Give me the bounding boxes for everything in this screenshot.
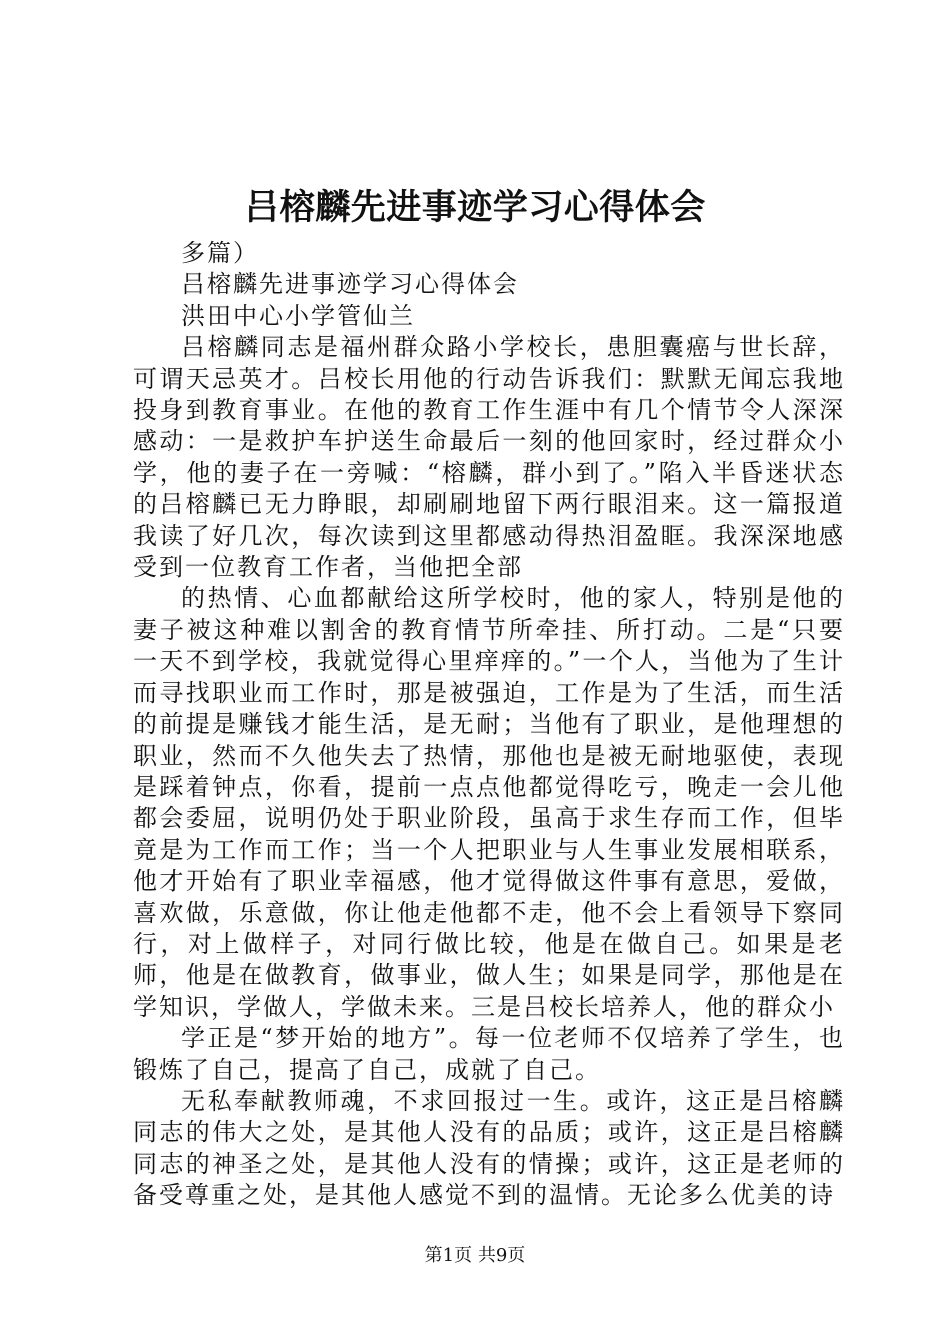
- paragraph-6: 学正是“梦开始的地方”。每一位老师不仅培养了学生，也锻炼了自己，提高了自己，成就了自己。: [133, 1024, 845, 1084]
- paragraph-7: 无私奉献教师魂，不求回报过一生。或许，这正是吕榕麟同志的伟大之处，是其他人没有的品质；或许，这正是吕榕麟同志的神圣之处，是其他人没有的情操；或许，这正是老师的备受尊重之处，是其他人感觉不到的温情。无论多么优美的诗: [133, 1086, 845, 1210]
- document-body: [133, 238, 845, 1212]
- document-title: 吕榕麟先进事迹学习心得体会: [244, 188, 706, 228]
- paragraph-2: 吕榕麟先进事迹学习心得体会: [181, 270, 519, 299]
- paragraph-1: 多篇）: [181, 239, 259, 267]
- paragraph-3: 洪田中心小学管仙兰: [181, 301, 415, 330]
- page-footer: 第1页 共9页: [424, 1245, 526, 1266]
- paragraph-5: 的热情、心血都献给这所学校时，他的家人，特别是他的妻子被这种难以割舍的教育情节所牵挂、所打动。二是“只要一天不到学校，我就觉得心里痒痒的。”一个人，当他为了生计而寻找职业而工作时，那是被强迫，工作是为了生活，而生活的前提是赚钱才能生活，是无耐；当他有了职业，是他理想的职业，然而不久他失去了热情，那他也是被无耐地驱使，表现是踩着钟点，你看，提前一点点他都觉得吃亏，晚走一会儿他都会委屈，说明仍处于职业阶段，虽高于求生存而工作，但毕竟是为工作而工作；当一个人把职业与人生事业发展相联系，他才开始有了职业幸福感，他才觉得做这件事有意思，爱做，喜欢做，乐意做，你让他走他都不走，他不会上看领导下察同行，对上做样子，对同行做比较，他是在做自己。如果是老师，他是在做教育，做事业，做人生；如果是同学，那他是在学知识，学做人，学做未来。三是吕校长培养人，他的群众小: [133, 584, 845, 1021]
- paragraph-4: 吕榕麟同志是福州群众路小学校长，患胆囊癌与世长辞，可谓天忌英才。吕校长用他的行动告诉我们：默默无闻忘我地投身到教育事业。在他的教育工作生涯中有几个情节令人深深感动：一是救护车护送生命最后一刻的他回家时，经过群众小学，他的妻子在一旁喊：“榕麟，群小到了。”陷入半昏迷状态的吕榕麟已无力睁眼，却刷刷地留下两行眼泪来。这一篇报道我读了好几次，每次读到这里都感动得热泪盈眶。我深深地感受到一位教育工作者，当他把全部: [133, 333, 845, 582]
